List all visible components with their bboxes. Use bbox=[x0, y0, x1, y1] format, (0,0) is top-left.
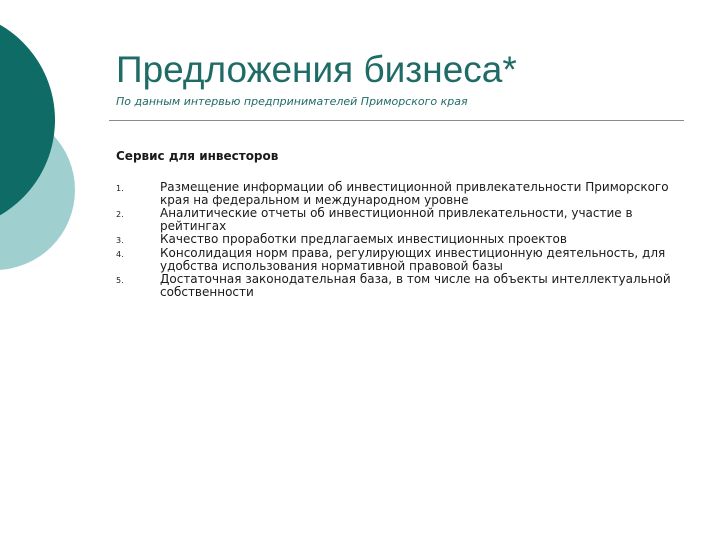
list-item bbox=[116, 207, 676, 233]
list-item-text: Достаточная законодательная база, в том числе на объекты интеллектуальной собственности bbox=[160, 272, 671, 299]
page-subtitle: По данным интервью предпринимателей Приморского края bbox=[116, 95, 468, 108]
page-title: Предложения бизнеса* bbox=[116, 49, 517, 90]
list-item-number: 1. bbox=[116, 184, 124, 193]
section-heading: Сервис для инвесторов bbox=[116, 149, 279, 163]
list-item-number: 5. bbox=[116, 276, 124, 285]
list-item-number: 3. bbox=[116, 236, 124, 245]
list-item-number: 2. bbox=[116, 210, 124, 219]
list-item-text: Консолидация норм права, регулирующих инвестиционную деятельность, для удобства использования нормативной правовой базы bbox=[160, 246, 666, 273]
numbered-list bbox=[116, 181, 676, 299]
list-item bbox=[116, 273, 676, 299]
list-item bbox=[116, 233, 676, 247]
list-item-text: Аналитические отчеты об инвестиционной привлекательности, участие в рейтингах bbox=[160, 206, 633, 233]
list-item-text: Качество проработки предлагаемых инвестиционных проектов bbox=[160, 232, 567, 246]
list-item-text: Размещение информации об инвестиционной привлекательности Приморского края на федеральном и международном уровне bbox=[160, 180, 669, 207]
list-item bbox=[116, 247, 676, 273]
list-item-number: 4. bbox=[116, 250, 124, 259]
title-divider bbox=[109, 120, 684, 121]
list-item bbox=[116, 181, 676, 207]
